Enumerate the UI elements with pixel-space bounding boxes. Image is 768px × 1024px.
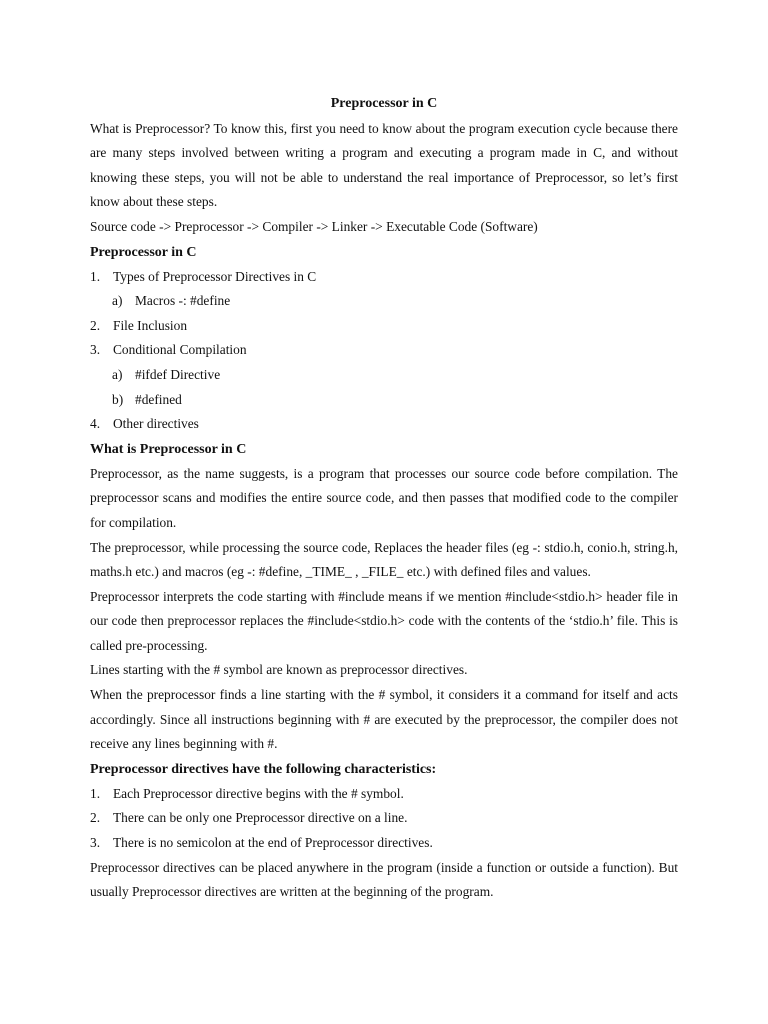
toc-item (90, 314, 678, 339)
toc-subitem (90, 363, 678, 388)
body-paragraph: Preprocessor interprets the code starting with #include means if we mention #include<stdio.h> header file in our code then preprocessor replaces the #include<stdio.h> code with the contents of the ‘stdio.h’ file. This is called pre-processing. (90, 588, 678, 653)
intro-paragraph: What is Preprocessor? To know this, first you need to know about the program execution cycle because there are many steps involved between writing a program and executing a program made in C, and without knowing these steps, you will not be able to understand the real importance of Preprocessor, so let’s first know about these steps. (90, 120, 678, 210)
toc-subitem (90, 388, 678, 413)
characteristic-item (90, 831, 678, 856)
characteristic-text: There is no semicolon at the end of Preprocessor directives. (113, 835, 433, 851)
characteristic-item (90, 806, 678, 831)
toc-item (90, 338, 678, 363)
toc-subitem-text: Macros -: #define (135, 293, 231, 309)
execution-cycle-line: Source code -> Preprocessor -> Compiler -> Linker -> Executable Code (Software) (90, 218, 538, 234)
toc-subitem-text: #defined (135, 391, 182, 407)
toc-subitem-text: #ifdef Directive (135, 366, 221, 382)
toc-subitem-letter: b) (112, 391, 124, 407)
document-title: Preprocessor in C (330, 96, 438, 111)
toc-heading: Preprocessor in C (90, 244, 197, 260)
toc-subitem (90, 289, 678, 314)
toc-subitem-letter: a) (112, 293, 123, 309)
toc-item (90, 412, 678, 437)
characteristic-number: 1. (90, 785, 101, 801)
toc-subitem-letter: a) (112, 366, 123, 382)
toc-item-text: Other directives (113, 416, 199, 432)
characteristic-text: There can be only one Preprocessor directive on a line. (113, 810, 408, 826)
body-paragraph: Preprocessor directives can be placed anywhere in the program (inside a function or outside a function). But usually Preprocessor directives are written at the beginning of the program. (90, 859, 678, 900)
section-heading: Preprocessor directives have the following characteristics: (90, 761, 437, 777)
body-paragraph: When the preprocessor finds a line starting with the # symbol, it considers it a command for itself and acts accordingly. Since all instructions beginning with # are executed by the preprocessor, the compiler does not receive any lines beginning with #. (90, 687, 678, 752)
toc-item-text: Types of Preprocessor Directives in C (113, 268, 317, 284)
toc-item-text: File Inclusion (113, 317, 188, 333)
toc-item-number: 2. (90, 317, 101, 333)
toc-item-number: 4. (90, 416, 101, 432)
characteristic-item (90, 782, 678, 807)
body-paragraph: The preprocessor, while processing the source code, Replaces the header files (eg -: stdio.h, conio.h, string.h, maths.h etc.) and macros (eg -: #define, _TIME_ , _FILE_ etc.) with defined files and values. (90, 539, 678, 580)
characteristic-number: 3. (90, 835, 101, 851)
characteristic-text: Each Preprocessor directive begins with the # symbol. (113, 785, 404, 801)
toc-item-text: Conditional Compilation (113, 342, 247, 358)
document-body (90, 92, 678, 905)
toc-item-number: 1. (90, 268, 101, 284)
characteristic-number: 2. (90, 810, 101, 826)
toc-item (90, 265, 678, 290)
body-paragraph: Preprocessor, as the name suggests, is a program that processes our source code before compilation. The preprocessor scans and modifies the entire source code, and then passes that modified code to the compiler for compilation. (90, 465, 678, 530)
body-paragraph: Lines starting with the # symbol are known as preprocessor directives. (90, 662, 468, 678)
toc-item-number: 3. (90, 342, 101, 358)
section-heading: What is Preprocessor in C (90, 441, 247, 457)
